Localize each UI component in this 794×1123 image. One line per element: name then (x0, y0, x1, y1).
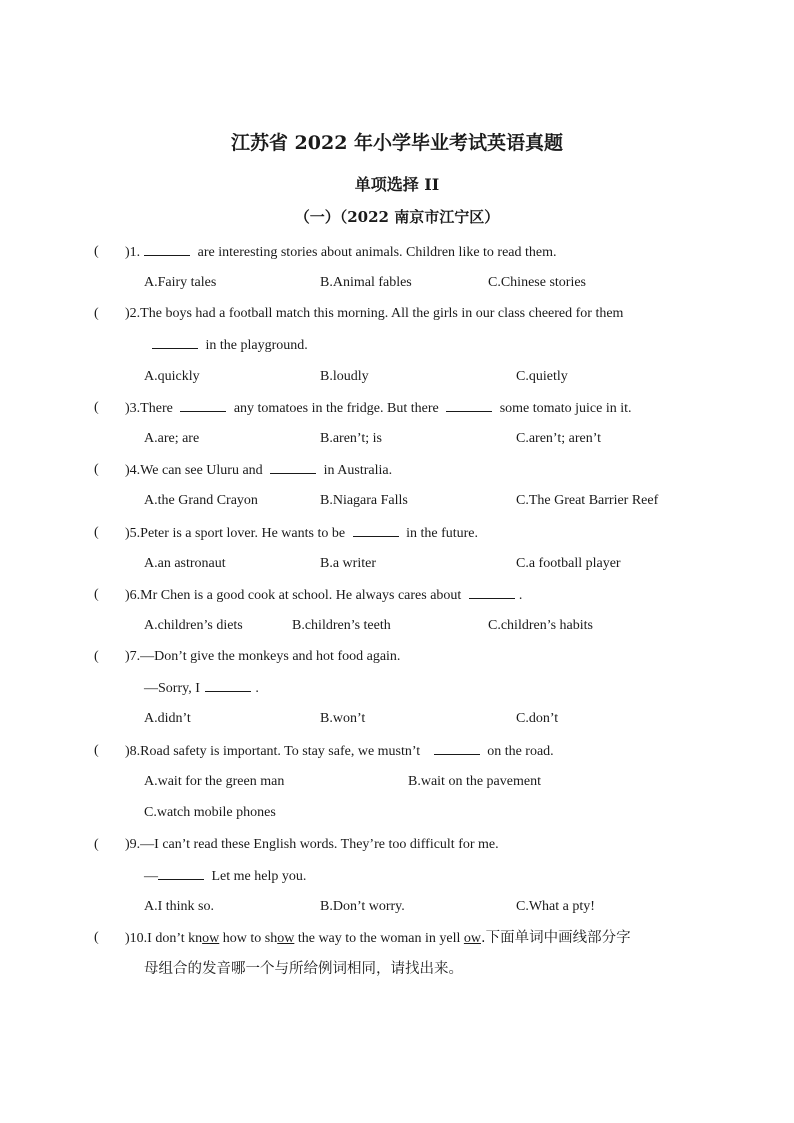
question-number: )1. (125, 245, 141, 260)
underlined-letters: ow (277, 931, 295, 946)
option-a: A.wait for the green man (144, 774, 285, 789)
option-a: A.Fairy tales (144, 275, 217, 290)
reply-text: —Sorry, I (144, 681, 204, 696)
option-a: A.an astronaut (144, 556, 226, 571)
option-c: C.children’s habits (488, 618, 593, 633)
options-5 (0, 554, 794, 574)
question-text: any tomatoes in the fridge. But there (230, 401, 443, 416)
question-number: )5. (125, 526, 141, 541)
option-b: B.Animal fables (320, 275, 412, 290)
answer-paren: ( (94, 400, 99, 415)
question-2 (0, 304, 794, 324)
answer-blank (353, 523, 399, 537)
answer-blank (469, 585, 515, 599)
question-10-cont (0, 959, 794, 979)
options-8 (0, 772, 794, 792)
question-number: )3. (125, 401, 141, 416)
answer-blank (144, 242, 190, 256)
option-b: B.a writer (320, 556, 376, 571)
question-text: some tomato juice in it. (496, 401, 632, 416)
option-c: C.watch mobile phones (144, 805, 276, 820)
underlined-letters: ow (463, 931, 481, 946)
question-text: I don’t kn (147, 931, 203, 946)
reply-text: — (144, 869, 158, 884)
option-a: A.I think so. (144, 899, 214, 914)
answer-paren: ( (94, 462, 99, 477)
options-1 (0, 273, 794, 293)
option-a: A.children’s diets (144, 618, 243, 633)
question-text: . (518, 588, 523, 603)
options-2 (0, 367, 794, 387)
reply-text: Let me help you. (208, 869, 307, 884)
option-b: B.children’s teeth (292, 618, 391, 633)
question-text: the way to the woman in yell (294, 931, 464, 946)
question-text: Road safety is important. To stay safe, we mustn’t (140, 744, 424, 759)
options-4 (0, 491, 794, 511)
underlined-letters: ow (202, 931, 220, 946)
question-number: )7. (125, 649, 141, 664)
question-9 (0, 835, 794, 855)
option-a: A.the Grand Crayon (144, 493, 258, 508)
options-9 (0, 897, 794, 917)
options-8-cont (0, 803, 794, 823)
option-b: B.loudly (320, 369, 369, 384)
option-c: C.aren’t; aren’t (516, 431, 602, 446)
answer-blank (180, 398, 226, 412)
question-5 (0, 523, 794, 543)
answer-paren: ( (94, 649, 99, 664)
answer-paren: ( (94, 525, 99, 540)
answer-blank (270, 460, 316, 474)
question-9-reply (0, 866, 794, 886)
answer-blank (152, 335, 198, 349)
options-3 (0, 429, 794, 449)
question-number: )9. (125, 837, 141, 852)
instruction-text: .下面单词中画线部分字 (481, 930, 631, 946)
option-c: C.What a pty! (516, 899, 595, 914)
question-text: —Don’t give the monkeys and hot food again. (140, 649, 401, 664)
option-b: B.won’t (320, 711, 366, 726)
answer-blank (205, 678, 251, 692)
question-6 (0, 585, 794, 605)
option-b: B.Don’t worry. (320, 899, 405, 914)
main-title: 江苏省 2022 年小学毕业考试英语真题 (230, 132, 564, 154)
option-a: A.quickly (144, 369, 200, 384)
question-text: on the road. (483, 744, 554, 759)
question-text: Mr Chen is a good cook at school. He always cares about (140, 588, 465, 603)
instruction-text: 母组合的发音哪一个与所给例词相同，请找出来。 (144, 961, 463, 977)
question-number: )2. (125, 306, 141, 321)
answer-paren: ( (94, 743, 99, 758)
question-text: in Australia. (320, 463, 393, 478)
question-text: in the future. (402, 526, 478, 541)
option-c: C.Chinese stories (488, 275, 586, 290)
question-text: There (140, 401, 177, 416)
option-c: C.The Great Barrier Reef (516, 493, 659, 508)
reply-text: . (255, 681, 259, 696)
question-text: The boys had a football match this morning. All the girls in our class cheered for them (140, 306, 624, 321)
option-c: C.don’t (516, 711, 559, 726)
question-number: )8. (125, 744, 141, 759)
question-7-reply (0, 678, 794, 698)
option-c: C.a football player (516, 556, 621, 571)
answer-paren: ( (94, 244, 99, 259)
question-number: )6. (125, 588, 141, 603)
question-3 (0, 398, 794, 418)
option-b: B.Niagara Falls (320, 493, 408, 508)
question-4 (0, 460, 794, 480)
question-7 (0, 647, 794, 667)
option-a: A.are; are (144, 431, 200, 446)
answer-blank (446, 398, 492, 412)
answer-paren: ( (94, 837, 99, 852)
question-text: how to sh (219, 931, 278, 946)
options-6 (0, 616, 794, 636)
answer-paren: ( (94, 306, 99, 321)
answer-paren: ( (94, 587, 99, 602)
option-c: C.quietly (516, 369, 568, 384)
question-1 (0, 242, 794, 262)
sub-title: 单项选择 II (354, 175, 440, 194)
question-number: )10. (125, 931, 148, 946)
answer-blank (434, 741, 480, 755)
answer-blank (158, 866, 204, 880)
answer-paren: ( (94, 930, 99, 945)
question-text: in the playground. (202, 338, 308, 353)
question-text: We can see Uluru and (140, 463, 267, 478)
option-a: A.didn’t (144, 711, 191, 726)
question-number: )4. (125, 463, 141, 478)
question-text: are interesting stories about animals. Children like to read them. (194, 245, 557, 260)
question-10 (0, 928, 794, 948)
question-8 (0, 741, 794, 761)
question-text: Peter is a sport lover. He wants to be (140, 526, 349, 541)
section-title: （一）（2022 南京市江宁区） (294, 208, 500, 226)
options-7 (0, 709, 794, 729)
question-text: —I can’t read these English words. They’re too difficult for me. (140, 837, 499, 852)
option-b: B.wait on the pavement (408, 774, 541, 789)
option-b: B.aren’t; is (320, 431, 382, 446)
question-2-cont (0, 335, 794, 355)
